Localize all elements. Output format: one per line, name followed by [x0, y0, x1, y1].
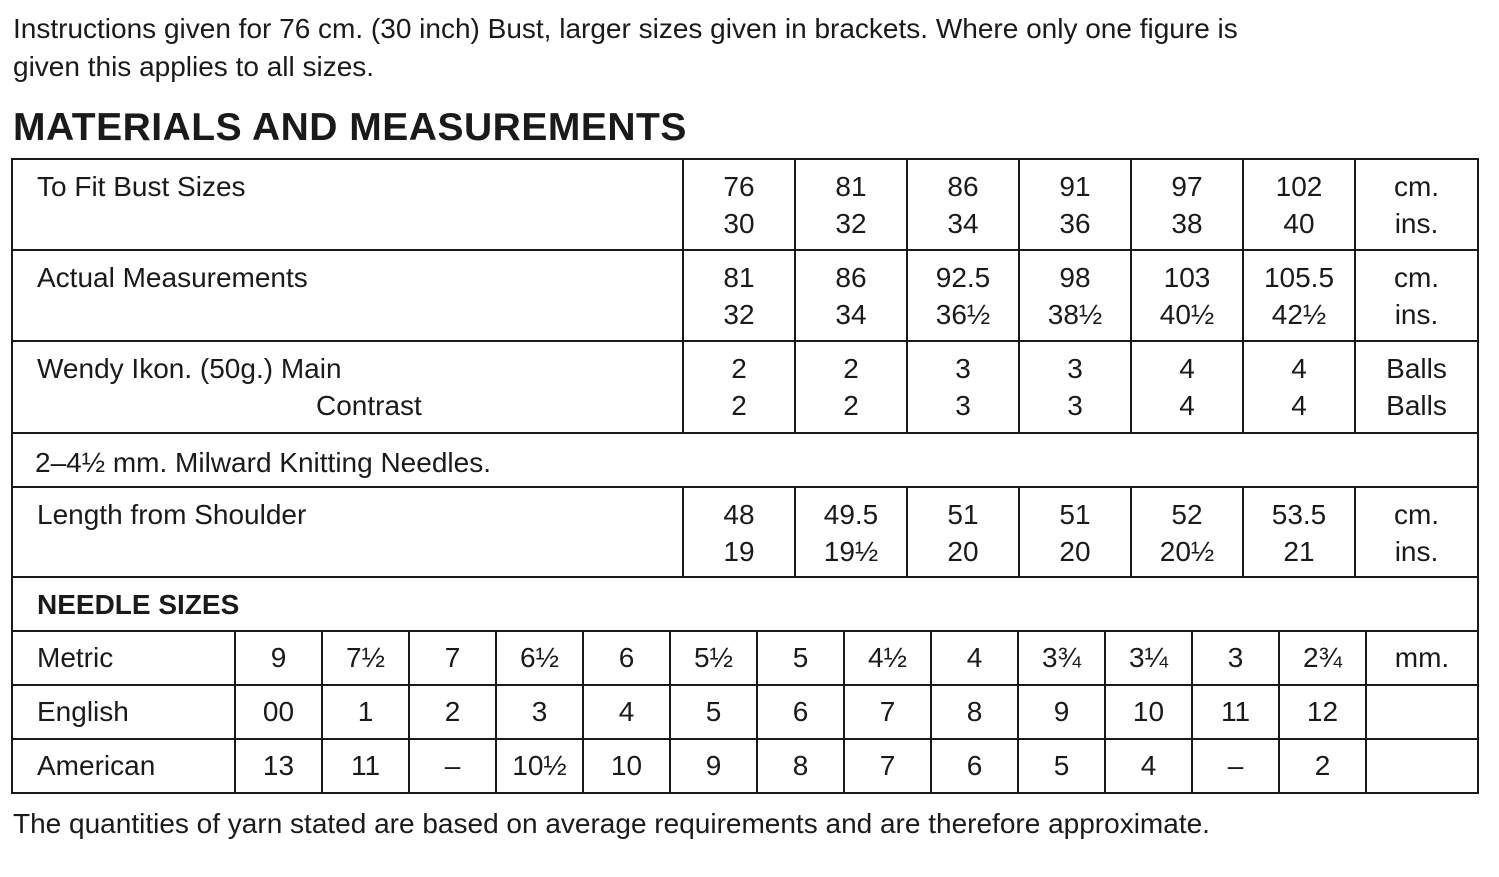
- english-cell: 6: [757, 685, 844, 739]
- metric-cell: 5½: [670, 631, 757, 685]
- length-label-cell: [12, 487, 683, 577]
- metric-cell: 3: [1192, 631, 1279, 685]
- american-unit-empty: [1366, 739, 1478, 793]
- metric-cell: 2¾: [1279, 631, 1366, 685]
- bust-cell: 97 38: [1131, 159, 1243, 250]
- american-cell: 10: [583, 739, 670, 793]
- row-actual-measurements: [12, 250, 1478, 341]
- metric-cell: 7: [409, 631, 496, 685]
- english-cell: 9: [1018, 685, 1105, 739]
- bust-unit-cell: cm. ins.: [1355, 159, 1478, 250]
- american-label: American: [12, 739, 235, 793]
- length-cell: 48 19: [683, 487, 795, 577]
- actual-cell: 81 32: [683, 250, 795, 341]
- needle-sizes-table: [11, 630, 1479, 794]
- actual-cell: 92.5 36½: [907, 250, 1019, 341]
- needle-sizes-heading-cell: [12, 577, 1478, 631]
- length-cell: 51 20: [1019, 487, 1131, 577]
- actual-label: Actual Measurements: [37, 262, 308, 293]
- english-cell: 8: [931, 685, 1018, 739]
- metric-cell: 3¾: [1018, 631, 1105, 685]
- bust-cell: 102 40: [1243, 159, 1355, 250]
- actual-label-cell: [12, 250, 683, 341]
- actual-unit-cell: cm. ins.: [1355, 250, 1478, 341]
- english-cell: 3: [496, 685, 583, 739]
- english-cell: 5: [670, 685, 757, 739]
- row-metric: [12, 631, 1478, 685]
- english-cell: 10: [1105, 685, 1192, 739]
- length-label: Length from Shoulder: [37, 499, 307, 530]
- metric-cell: 5: [757, 631, 844, 685]
- actual-cell: 86 34: [795, 250, 907, 341]
- bust-label-cell: [12, 159, 683, 250]
- metric-cell: 7½: [322, 631, 409, 685]
- metric-cell: 9: [235, 631, 322, 685]
- yarn-main-label: Wendy Ikon. (50g.) Main: [37, 353, 342, 384]
- yarn-cell: 3 3: [1019, 341, 1131, 433]
- materials-table: [11, 158, 1479, 632]
- american-cell: –: [1192, 739, 1279, 793]
- american-cell: 4: [1105, 739, 1192, 793]
- intro-line-2: given this applies to all sizes.: [13, 51, 375, 82]
- section-heading: MATERIALS AND MEASUREMENTS: [13, 106, 687, 149]
- row-needle-sizes-heading: [12, 577, 1478, 631]
- american-cell: 9: [670, 739, 757, 793]
- metric-cell: 6: [583, 631, 670, 685]
- metric-cell: 6½: [496, 631, 583, 685]
- yarn-cell: 2 2: [683, 341, 795, 433]
- american-cell: 6: [931, 739, 1018, 793]
- row-needles-note: [12, 433, 1478, 487]
- english-cell: 12: [1279, 685, 1366, 739]
- row-yarn: [12, 341, 1478, 433]
- yarn-cell: 4 4: [1131, 341, 1243, 433]
- intro-text: [13, 10, 1483, 86]
- bust-cell: 86 34: [907, 159, 1019, 250]
- american-cell: 13: [235, 739, 322, 793]
- english-cell: 2: [409, 685, 496, 739]
- yarn-cell: 4 4: [1243, 341, 1355, 433]
- needle-sizes-heading: NEEDLE SIZES: [37, 589, 240, 620]
- row-length: [12, 487, 1478, 577]
- english-cell: 11: [1192, 685, 1279, 739]
- metric-unit: mm.: [1366, 631, 1478, 685]
- actual-cell: 105.5 42½: [1243, 250, 1355, 341]
- american-cell: 10½: [496, 739, 583, 793]
- length-cell: 53.5 21: [1243, 487, 1355, 577]
- length-cell: 51 20: [907, 487, 1019, 577]
- english-cell: 1: [322, 685, 409, 739]
- bust-cell: 76 30: [683, 159, 795, 250]
- metric-cell: 4: [931, 631, 1018, 685]
- american-cell: 5: [1018, 739, 1105, 793]
- english-cell: 00: [235, 685, 322, 739]
- row-american: [12, 739, 1478, 793]
- english-label: English: [12, 685, 235, 739]
- english-unit-empty: [1366, 685, 1478, 739]
- footnote: The quantities of yarn stated are based on average requirements and are therefore approximate.: [13, 808, 1210, 839]
- yarn-unit-cell: Balls Balls: [1355, 341, 1478, 433]
- metric-label: Metric: [12, 631, 235, 685]
- length-unit-cell: cm. ins.: [1355, 487, 1478, 577]
- metric-cell: 3¼: [1105, 631, 1192, 685]
- american-cell: 2: [1279, 739, 1366, 793]
- length-cell: 52 20½: [1131, 487, 1243, 577]
- length-cell: 49.5 19½: [795, 487, 907, 577]
- needles-note-cell: [12, 433, 1478, 487]
- intro-line-1: Instructions given for 76 cm. (30 inch) Bust, larger sizes given in brackets. Where only one figure is: [13, 13, 1238, 44]
- row-english: [12, 685, 1478, 739]
- row-bust-sizes: [12, 159, 1478, 250]
- english-cell: 4: [583, 685, 670, 739]
- bust-cell: 81 32: [795, 159, 907, 250]
- yarn-contrast-label: Contrast: [316, 390, 422, 421]
- needles-note: 2–4½ mm. Milward Knitting Needles.: [35, 447, 491, 478]
- metric-cell: 4½: [844, 631, 931, 685]
- american-cell: 11: [322, 739, 409, 793]
- bust-label: To Fit Bust Sizes: [37, 171, 246, 202]
- american-cell: 8: [757, 739, 844, 793]
- english-cell: 7: [844, 685, 931, 739]
- yarn-cell: 2 2: [795, 341, 907, 433]
- american-cell: –: [409, 739, 496, 793]
- american-cell: 7: [844, 739, 931, 793]
- yarn-label-cell: [12, 341, 683, 433]
- yarn-cell: 3 3: [907, 341, 1019, 433]
- actual-cell: 98 38½: [1019, 250, 1131, 341]
- actual-cell: 103 40½: [1131, 250, 1243, 341]
- bust-cell: 91 36: [1019, 159, 1131, 250]
